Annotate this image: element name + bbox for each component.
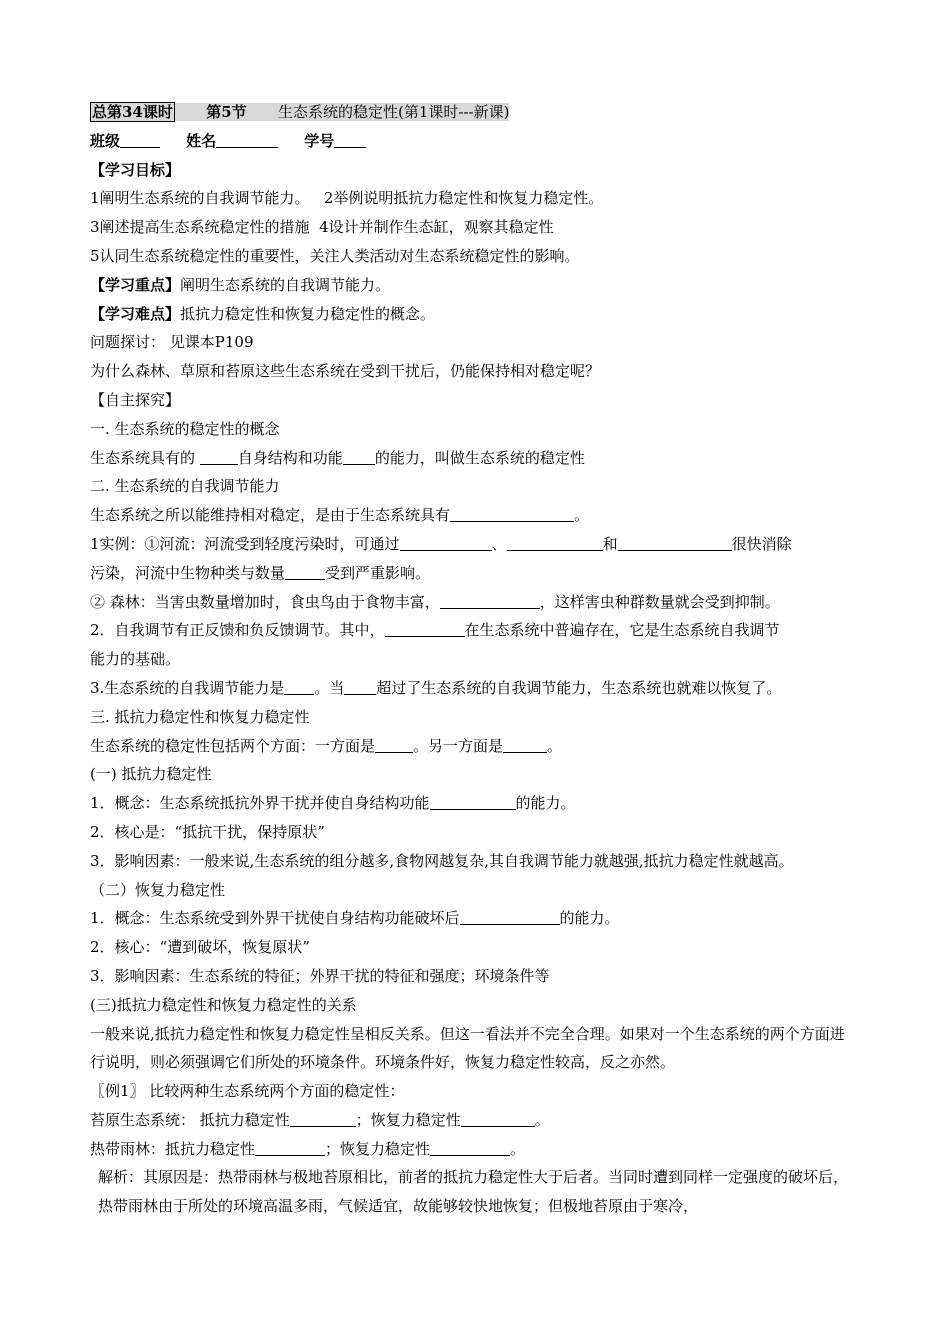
key-point [90,271,850,300]
two-aspects-line [90,732,850,761]
rainforest-line [90,1135,850,1164]
analysis-text: 解析：其原因是：热带雨林与极地苔原相比，前者的抵抗力稳定性大于后者。当同时遭到同样一定强度的破坏后，热带雨林由于所处的环境高温多雨，气候适宜，故能够较快地恢复；但极地苔原由于寒冷， [98,1168,849,1216]
text: 苔原生态系统： 抵抗力稳定性 [90,1110,290,1129]
text: 。另一方面是 [413,736,504,755]
objective-5: 5认同生态系统稳定性的重要性，关注人类活动对生态系统稳定性的影响。 [90,246,580,265]
text: 生态系统的稳定性包括两个方面：一方面是 [90,736,376,755]
discussion-question: 为什么森林、草原和苔原这些生态系统在受到干扰后，仍能保持相对稳定呢？ [90,362,601,381]
blank[interactable] [255,1139,325,1156]
name-blank[interactable] [216,131,278,148]
blank[interactable] [284,678,314,695]
page-title: 生态系统的稳定性(第1课时---新课) [278,103,510,121]
recovery-title: （二）恢复力稳定性 [90,880,226,899]
tundra-line [90,1106,850,1135]
id-label: 学号 [304,131,335,150]
text: 1．概念：生态系统抵抗外界干扰并使自身结构功能 [90,794,430,813]
text: 和 [602,534,618,553]
text: 3.生态系统的自我调节能力是 [90,678,285,697]
self-study-heading: 【自主探究】 [90,390,181,409]
resistance-factors: 3．影响因素：一般来说,生态系统的组分越多,食物网越复杂,其自我调节能力就越强,抵抗力稳定性就越高。 [90,851,794,870]
text: 在生态系统中普遍存在，它是生态系统自我调节 [464,621,780,640]
blank[interactable] [285,563,325,580]
worksheet-page [90,98,850,1221]
example-title: 〖例1〗 比较两种生态系统两个方面的稳定性： [90,1082,405,1101]
blank[interactable] [200,448,238,465]
text: 。 [547,736,563,755]
feedback-line [90,616,850,645]
section-2-title: 二. 生态系统的自我调节能力 [90,477,280,496]
text: ，这样害虫种群数量就会受到抑制。 [539,592,780,611]
text: 污染，河流中生物种类与数量 [90,563,286,582]
blank[interactable] [618,534,732,551]
text: 、 [491,534,507,553]
class-blank[interactable] [120,131,160,148]
resistance-title: (一) 抵抗力稳定性 [90,765,212,784]
recovery-core: 2．核心：“遭到破坏，恢复原状” [90,938,310,957]
blank[interactable] [460,908,560,925]
relation-text: 一般来说,抵抗力稳定性和恢复力稳定性呈相反关系。但这一看法并不完全合理。如果对一个生态系统的两个方面进行说明，则必须强调它们所处的环境条件。环境条件好，恢复力稳定性较高，反之亦然。 [90,1024,845,1072]
text: 受到严重影响。 [325,563,431,582]
relation-title: (三)抵抗力稳定性和恢复力稳定性的关系 [90,995,357,1014]
text: 的能力。 [559,909,620,928]
key-point-text: 阐明生态系统的自我调节能力。 [180,275,391,294]
text: 热带雨林：抵抗力稳定性 [90,1139,256,1158]
blank[interactable] [503,736,547,753]
objective-3: 3阐述提高生态系统稳定性的措施 [90,218,310,237]
stability-definition [90,444,850,473]
objectives-heading: 【学习目标】 [90,160,181,179]
objectives-line-2 [90,213,850,242]
text: 1实例：①河流：河流受到轻度污染时，可通过 [90,534,400,553]
text: 超过了生态系统的自我调节能力，生态系统也就难以恢复了。 [376,678,782,697]
text: 。 [510,1139,526,1158]
blank[interactable] [385,620,465,637]
objective-2: 2举例说明抵抗力稳定性和恢复力稳定性。 [323,189,604,208]
text: 2．自我调节有正反馈和负反馈调节。其中， [90,621,385,640]
forest-example [90,588,850,617]
objectives-line-1 [90,184,850,213]
blank[interactable] [343,448,375,465]
section-3-title: 三. 抵抗力稳定性和恢复力稳定性 [90,707,310,726]
id-blank[interactable] [334,131,366,148]
text: ② 森林：当害虫数量增加时，食虫鸟由于食物丰富， [90,592,440,611]
river-example [90,530,850,559]
text: 生态系统之所以能维持相对稳定，是由于生态系统具有 [90,506,451,525]
text: ；恢复力稳定性 [325,1139,431,1158]
blank[interactable] [290,1110,356,1127]
text: 的能力，叫做生态系统的稳定性 [374,448,585,467]
blank[interactable] [375,736,413,753]
class-label: 班级 [90,131,121,150]
limit-line [90,674,850,703]
text: 。 [534,1110,550,1129]
blank[interactable] [430,1139,510,1156]
page-header [90,98,850,127]
text: 的能力。 [515,794,576,813]
text: 。 [574,506,590,525]
text: 生态系统具有的 [90,448,196,467]
blank[interactable] [430,793,516,810]
lesson-number: 总第34课时 [92,103,173,121]
difficulty [90,300,850,329]
name-label: 姓名 [186,131,217,150]
text: 自身结构和功能 [237,448,343,467]
recovery-factors: 3．影响因素：生态系统的特征；外界干扰的特征和强度；环境条件等 [90,966,550,985]
blank[interactable] [461,1110,535,1127]
text: 1．概念：生态系统受到外界干扰使自身结构功能破坏后 [90,909,460,928]
resistance-core: 2．核心是：“抵抗干扰，保持原状” [90,822,325,841]
text: 很快消除 [731,534,792,553]
resistance-concept [90,789,850,818]
key-point-label: 【学习重点】 [90,275,181,294]
text: 。当 [314,678,345,697]
discussion-intro: 问题探讨： 见课本P109 [90,333,254,352]
blank[interactable] [440,592,540,609]
objective-1: 1阐明生态系统的自我调节能力。 [90,189,310,208]
recovery-concept [90,904,850,933]
blank[interactable] [400,534,492,551]
river-example-cont [90,559,850,588]
self-regulation-line [90,501,850,530]
section-number: 第5节 [206,103,247,121]
blank[interactable] [450,505,574,522]
blank[interactable] [507,534,603,551]
objective-4: 4设计并制作生态缸，观察其稳定性 [319,218,554,237]
difficulty-label: 【学习难点】 [90,304,181,323]
text: ；恢复力稳定性 [355,1110,461,1129]
difficulty-text: 抵抗力稳定性和恢复力稳定性的概念。 [180,304,436,323]
feedback-line-cont: 能力的基础。 [90,650,181,669]
blank[interactable] [344,678,376,695]
student-info [90,127,850,156]
section-1-title: 一. 生态系统的稳定性的概念 [90,419,280,438]
